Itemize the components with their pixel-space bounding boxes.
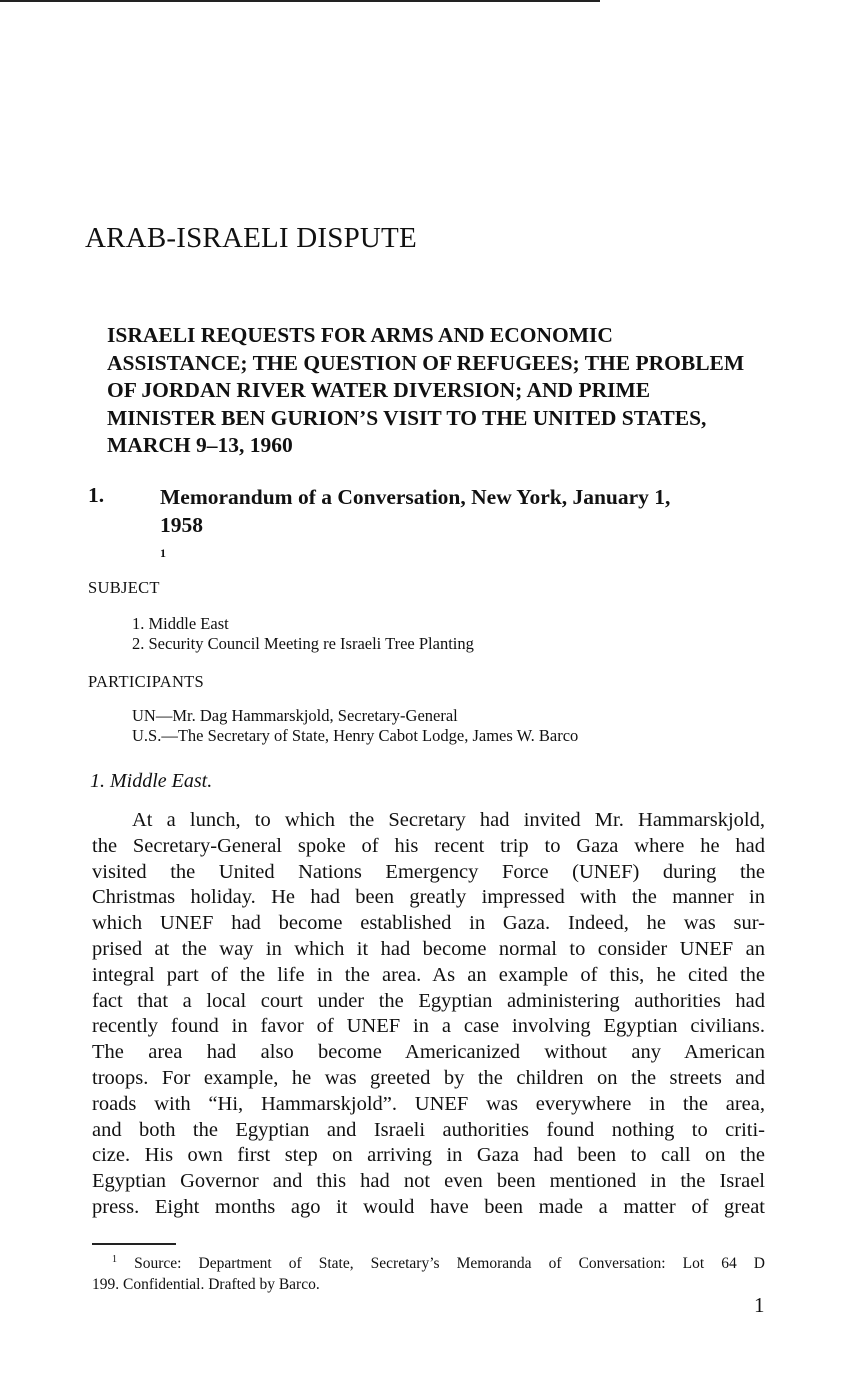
footnote-line: 199. Confidential. Drafted by Barco. xyxy=(92,1276,320,1294)
subject-list xyxy=(132,614,474,654)
top-rule xyxy=(0,0,600,2)
body-line: troops. For example, he was greeted by the children on the streets and xyxy=(92,1066,765,1089)
chapter-title: ARAB-ISRAELI DISPUTE xyxy=(85,222,417,254)
subject-item: 1. Middle East xyxy=(132,614,229,633)
footnote-reference[interactable]: 1 xyxy=(160,546,166,560)
page-number: 1 xyxy=(754,1293,765,1317)
compilation-title-line: ISRAELI REQUESTS FOR ARMS AND ECONOMIC xyxy=(107,323,613,347)
body-line: cize. His own first step on arriving in Gaza had been to call on the xyxy=(92,1144,765,1167)
body-line: and both the Egyptian and Israeli authorities found nothing to criti- xyxy=(92,1118,765,1141)
body-line: which UNEF had become established in Gaza. Indeed, he was sur- xyxy=(92,912,765,935)
body-line: the Secretary-General spoke of his recent trip to Gaza where he had xyxy=(92,834,765,857)
compilation-title xyxy=(107,322,787,460)
footnote-rule xyxy=(92,1243,176,1245)
footnote xyxy=(92,1249,765,1295)
body-line: integral part of the life in the area. As an example of this, he cited the xyxy=(92,963,765,986)
body-line: The area had also become Americanized without any American xyxy=(92,1041,765,1064)
body-line: Christmas holiday. He had been greatly impressed with the manner in xyxy=(92,886,765,909)
document-heading-line: Memorandum of a Conversation, New York, January 1, xyxy=(160,485,671,509)
body-line: visited the United Nations Emergency Force (UNEF) during the xyxy=(92,860,765,883)
body-line: fact that a local court under the Egyptian administering authorities had xyxy=(92,989,765,1012)
subject-label: SUBJECT xyxy=(88,578,160,597)
document-heading-line xyxy=(160,511,760,572)
compilation-title-line: MARCH 9–13, 1960 xyxy=(107,433,293,457)
footnote-line xyxy=(92,1249,765,1274)
document-number: 1. xyxy=(88,483,105,507)
body-line: At a lunch, to which the Secretary had invited Mr. Hammarskjold, xyxy=(132,809,765,831)
participants-list xyxy=(132,706,578,746)
body-paragraph xyxy=(92,808,765,1221)
document-heading-year: 1958 xyxy=(160,513,203,537)
participant-item: UN—Mr. Dag Hammarskjold, Secretary-General xyxy=(132,706,458,725)
section-heading: 1. Middle East. xyxy=(90,770,213,792)
participant-item: U.S.—The Secretary of State, Henry Cabot Lodge, James W. Barco xyxy=(132,726,579,745)
footnote-marker: 1 xyxy=(112,1254,117,1265)
footnote-text: Source: Department of State, Secretary’s Memoranda of Conversation: Lot 64 D xyxy=(134,1255,765,1273)
compilation-title-line: OF JORDAN RIVER WATER DIVERSION; AND PRIME xyxy=(107,378,651,402)
compilation-title-line: ASSISTANCE; THE QUESTION OF REFUGEES; THE PROBLEM xyxy=(107,350,745,375)
body-line: recently found in favor of UNEF in a case involving Egyptian civilians. xyxy=(92,1015,765,1038)
document-heading xyxy=(160,483,760,572)
body-line: Egyptian Governor and this had not even been mentioned in the Israel xyxy=(92,1170,765,1193)
body-line: press. Eight months ago it would have been made a matter of great xyxy=(92,1195,765,1218)
body-line: prised at the way in which it had become normal to consider UNEF an xyxy=(92,937,765,960)
participants-label: PARTICIPANTS xyxy=(88,672,205,691)
compilation-title-line: MINISTER BEN GURION’S VISIT TO THE UNITED STATES, xyxy=(107,405,707,430)
body-line: roads with “Hi, Hammarskjold”. UNEF was everywhere in the area, xyxy=(92,1092,765,1115)
subject-item: 2. Security Council Meeting re Israeli Tree Planting xyxy=(132,634,474,653)
